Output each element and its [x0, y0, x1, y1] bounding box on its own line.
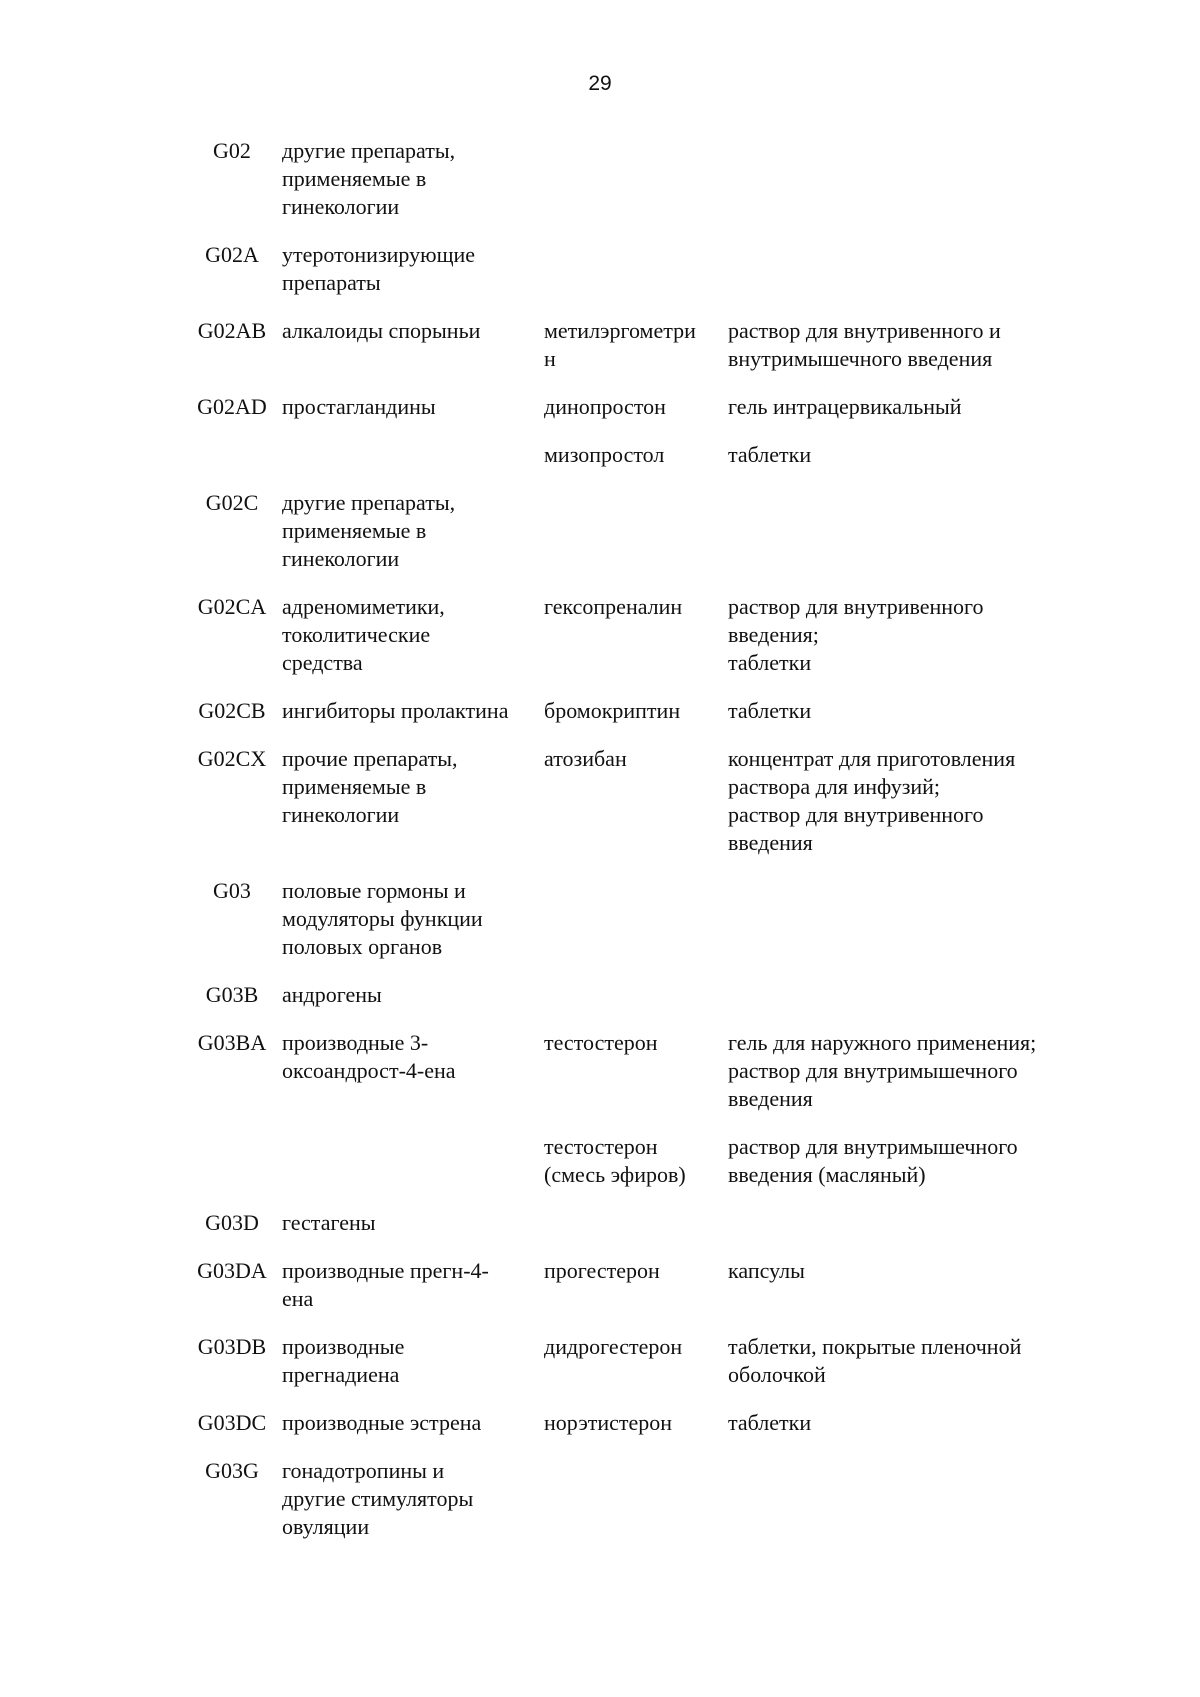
atc-group-name-line: прочие препараты, [282, 746, 458, 771]
drug-name-line: мизопростол [544, 442, 665, 467]
dosage-form [728, 1257, 1080, 1285]
drug-name-line: н [544, 346, 556, 371]
atc-group-name-line: утеротонизирующие [282, 242, 476, 267]
atc-group-name-line: применяемые в [282, 774, 427, 799]
atc-group-name-line: препараты [282, 270, 381, 295]
dosage-form [728, 697, 1080, 725]
atc-code: G02C [205, 490, 259, 515]
atc-code: G03DB [197, 1334, 267, 1359]
table-row [182, 1333, 1112, 1389]
atc-group-name-line: средства [282, 650, 363, 675]
dosage-form [728, 393, 1080, 421]
table-row [182, 1209, 1112, 1237]
atc-group-name-line: адреномиметики, [282, 594, 445, 619]
dosage-form [728, 1133, 1080, 1189]
atc-group-name-line: другие препараты, [282, 138, 456, 163]
dosage-form-line: концентрат для приготовления [728, 746, 1016, 771]
table-row [182, 697, 1112, 725]
dosage-form-line: раствор для внутривенного и [728, 318, 1001, 343]
atc-group-name [282, 393, 544, 421]
drug-name-line: норэтистерон [544, 1410, 673, 1435]
drug-name-line: прогестерон [544, 1258, 660, 1283]
atc-group-name [282, 1333, 544, 1389]
atc-group-name-line: другие препараты, [282, 490, 456, 515]
dosage-form [728, 1029, 1080, 1113]
dosage-form-line: введения (масляный) [728, 1162, 926, 1187]
drug-name [544, 745, 728, 773]
atc-group-name-line: гинекологии [282, 194, 400, 219]
atc-code: G02AD [197, 394, 267, 419]
table-row [182, 1133, 1112, 1189]
table-row [182, 1457, 1112, 1541]
atc-code: G02 [213, 138, 251, 163]
drug-name-line: тестостерон [544, 1030, 658, 1055]
atc-code: G02CB [198, 698, 266, 723]
atc-group-name [282, 317, 544, 345]
drug-name-line: гексопреналин [544, 594, 683, 619]
drug-name [544, 1409, 728, 1437]
atc-group-name-line: простагландины [282, 394, 436, 419]
atc-group-name [282, 1409, 544, 1437]
atc-group-name-line: ингибиторы пролактина [282, 698, 509, 723]
table-row [182, 489, 1112, 573]
dosage-form-line: таблетки [728, 1410, 812, 1435]
dosage-form-line: таблетки, покрытые пленочной [728, 1334, 1022, 1359]
drug-name-line: метилэргометри [544, 318, 696, 343]
atc-group-name-line: модуляторы функции [282, 906, 483, 931]
atc-group-name-line: половые гормоны и [282, 878, 466, 903]
page-number: 29 [588, 72, 612, 95]
drug-name-line: динопростон [544, 394, 666, 419]
table-row [182, 393, 1112, 421]
atc-group-name [282, 1209, 544, 1237]
drug-classification-table [182, 137, 1112, 1561]
atc-group-name [282, 137, 544, 221]
table-row [182, 981, 1112, 1009]
atc-group-name-line: гонадотропины и [282, 1458, 445, 1483]
atc-group-name [282, 1029, 544, 1085]
drug-name-line: атозибан [544, 746, 627, 771]
atc-group-name [282, 1457, 544, 1541]
dosage-form-line: таблетки [728, 442, 812, 467]
atc-code: G02A [205, 242, 259, 267]
dosage-form [728, 317, 1080, 373]
drug-name [544, 393, 728, 421]
dosage-form-line: капсулы [728, 1258, 805, 1283]
atc-code: G03DA [197, 1258, 267, 1283]
atc-group-name-line: гинекологии [282, 546, 400, 571]
dosage-form-line: введения; [728, 622, 819, 647]
table-row [182, 241, 1112, 297]
atc-group-name-line: оксоандрост-4-ена [282, 1058, 456, 1083]
dosage-form-line: внутримышечного введения [728, 346, 993, 371]
dosage-form [728, 441, 1080, 469]
dosage-form-line: раствор для внутримышечного [728, 1058, 1018, 1083]
atc-group-name [282, 593, 544, 677]
table-row [182, 593, 1112, 677]
atc-group-name [282, 489, 544, 573]
drug-name [544, 441, 728, 469]
dosage-form-line: таблетки [728, 698, 812, 723]
drug-name [544, 317, 728, 373]
atc-group-name-line: гинекологии [282, 802, 400, 827]
atc-group-name-line: применяемые в [282, 518, 427, 543]
table-row [182, 317, 1112, 373]
atc-code: G03G [205, 1458, 259, 1483]
drug-name [544, 593, 728, 621]
atc-group-name [282, 877, 544, 961]
dosage-form [728, 593, 1080, 677]
drug-name [544, 697, 728, 725]
atc-code: G03 [213, 878, 251, 903]
atc-code: G03B [205, 982, 259, 1007]
drug-name [544, 1029, 728, 1057]
dosage-form-line: раствора для инфузий; [728, 774, 941, 799]
atc-group-name [282, 697, 544, 725]
atc-group-name-line: ена [282, 1286, 314, 1311]
table-row [182, 137, 1112, 221]
drug-name [544, 1333, 728, 1361]
dosage-form-line: введения [728, 1086, 813, 1111]
drug-name-line: дидрогестерон [544, 1334, 683, 1359]
atc-group-name [282, 241, 544, 297]
dosage-form [728, 1409, 1080, 1437]
dosage-form-line: оболочкой [728, 1362, 826, 1387]
dosage-form [728, 1333, 1080, 1389]
atc-group-name-line: производные эстрена [282, 1410, 482, 1435]
dosage-form-line: раствор для внутримышечного [728, 1134, 1018, 1159]
table-row [182, 877, 1112, 961]
atc-group-name-line: применяемые в [282, 166, 427, 191]
atc-group-name-line: токолитические [282, 622, 431, 647]
table-row [182, 1029, 1112, 1113]
atc-code: G03DC [197, 1410, 267, 1435]
dosage-form-line: гель интрацервикальный [728, 394, 962, 419]
atc-group-name-line: алкалоиды спорыньи [282, 318, 481, 343]
drug-name [544, 1133, 728, 1189]
dosage-form-line: раствор для внутривенного [728, 802, 984, 827]
atc-code: G03D [205, 1210, 259, 1235]
atc-group-name-line: производные [282, 1334, 405, 1359]
atc-group-name-line: андрогены [282, 982, 382, 1007]
atc-group-name [282, 745, 544, 829]
dosage-form [728, 745, 1080, 857]
atc-group-name-line: половых органов [282, 934, 443, 959]
atc-code: G02CA [197, 594, 267, 619]
atc-group-name-line: прегнадиена [282, 1362, 400, 1387]
atc-code: G03BA [197, 1030, 267, 1055]
drug-name [544, 1257, 728, 1285]
atc-code: G02AB [197, 318, 267, 343]
atc-group-name-line: гестагены [282, 1210, 376, 1235]
table-row [182, 1409, 1112, 1437]
dosage-form-line: введения [728, 830, 813, 855]
atc-group-name [282, 1257, 544, 1313]
atc-group-name [282, 981, 544, 1009]
atc-group-name-line: производные прегн-4- [282, 1258, 489, 1283]
drug-name-line: бромокриптин [544, 698, 681, 723]
table-row [182, 441, 1112, 469]
dosage-form-line: раствор для внутривенного [728, 594, 984, 619]
table-row [182, 1257, 1112, 1313]
table-row [182, 745, 1112, 857]
dosage-form-line: гель для наружного применения; [728, 1030, 1037, 1055]
atc-group-name-line: производные 3- [282, 1030, 429, 1055]
drug-name-line: (смесь эфиров) [544, 1162, 686, 1187]
atc-code: G02CX [197, 746, 267, 771]
drug-name-line: тестостерон [544, 1134, 658, 1159]
dosage-form-line: таблетки [728, 650, 812, 675]
atc-group-name-line: овуляции [282, 1514, 370, 1539]
atc-group-name-line: другие стимуляторы [282, 1486, 474, 1511]
